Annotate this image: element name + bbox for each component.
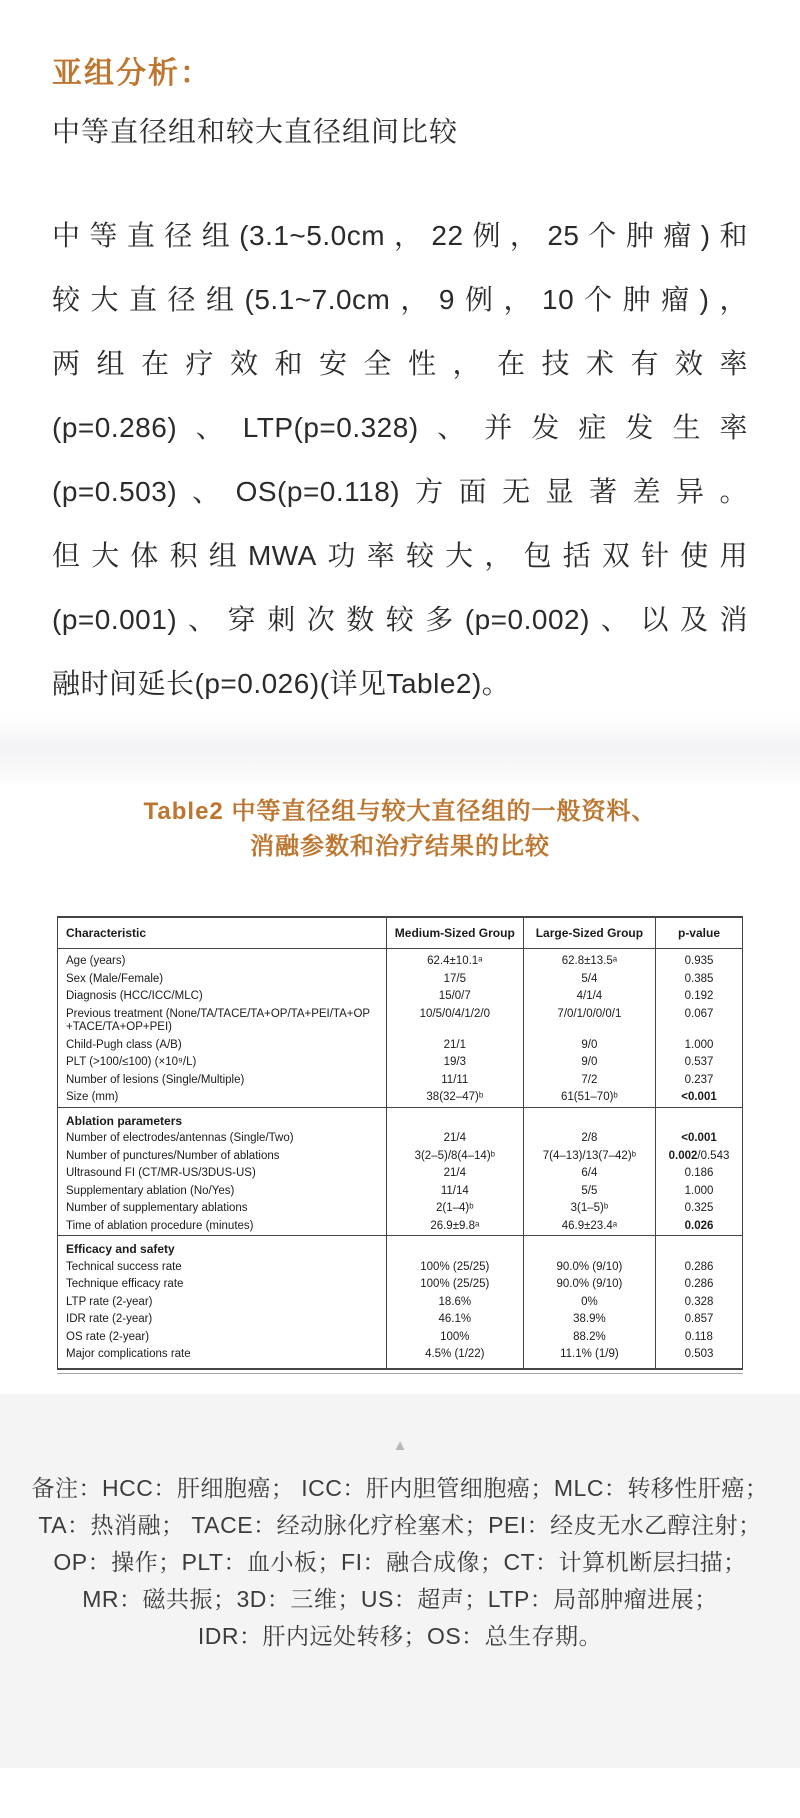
cell-p: 0.328 bbox=[656, 1294, 743, 1312]
cell-large: 2/8 bbox=[523, 1130, 655, 1148]
paragraph-line: (p=0.503)、OS(p=0.118)方面无显著差异。 bbox=[52, 476, 748, 507]
footnote-line: TA：热消融； TACE：经动脉化疗栓塞术；PEI：经皮无水乙醇注射； bbox=[38, 1511, 762, 1538]
cell-medium: 11/11 bbox=[386, 1072, 523, 1090]
cell-characteristic: Number of punctures/Number of ablations bbox=[66, 1149, 280, 1162]
table-row bbox=[58, 1072, 743, 1090]
table-row bbox=[58, 1183, 743, 1201]
cell-medium: 100% bbox=[386, 1329, 523, 1347]
table-wrap bbox=[57, 916, 743, 1374]
cell-p: 0.118 bbox=[656, 1329, 743, 1347]
table-header-row bbox=[58, 917, 743, 949]
paragraph-line: (p=0.286)、LTP(p=0.328)、并发症发生率 bbox=[52, 412, 748, 443]
cell-characteristic: LTP rate (2-year) bbox=[66, 1295, 153, 1308]
cell-characteristic: Number of lesions (Single/Multiple) bbox=[66, 1073, 245, 1086]
cell-large: 6/4 bbox=[523, 1165, 655, 1183]
cell-medium: 18.6% bbox=[386, 1294, 523, 1312]
cell-characteristic: Number of supplementary ablations bbox=[66, 1202, 248, 1214]
table-title-line-2: 消融参数和治疗结果的比较 bbox=[250, 833, 550, 860]
cell-large: 7(4–13)/13(7–42)ᵇ bbox=[523, 1148, 655, 1166]
bottom-bar bbox=[0, 1768, 800, 1818]
cell-medium: 2(1–4)ᵇ bbox=[386, 1200, 523, 1218]
cell-medium: 19/3 bbox=[386, 1054, 523, 1072]
cell-characteristic: OS rate (2-year) bbox=[66, 1330, 150, 1343]
section-divider bbox=[0, 716, 800, 784]
cell-medium: 21/4 bbox=[386, 1165, 523, 1183]
cell-p: 0.002/0.543 bbox=[656, 1148, 743, 1166]
paragraph-line: 融时间延长(p=0.026)(详见Table2)。 bbox=[52, 668, 511, 699]
cell-characteristic: Number of electrodes/antennas (Single/Two) bbox=[66, 1132, 294, 1144]
cell-large: 90.0% (9/10) bbox=[523, 1259, 655, 1277]
cell-characteristic: Size (mm) bbox=[66, 1091, 119, 1103]
cell-characteristic: IDR rate (2-year) bbox=[66, 1313, 153, 1325]
table-row bbox=[58, 949, 743, 971]
cell-p: <0.001 bbox=[656, 1089, 743, 1107]
paragraph-line: 中等直径组(3.1~5.0cm，22例，25个肿瘤)和 bbox=[52, 220, 748, 251]
cell-p: 0.857 bbox=[656, 1311, 743, 1329]
paragraph-line: 较大直径组(5.1~7.0cm，9例，10个肿瘤)， bbox=[52, 284, 748, 315]
paragraph-line: (p=0.001)、穿刺次数较多(p=0.002)、以及消 bbox=[52, 604, 748, 635]
cell-characteristic: Sex (Male/Female) bbox=[66, 972, 164, 985]
cell-p: 0.286 bbox=[656, 1276, 743, 1294]
paragraph-line: 但大体积组MWA功率较大，包括双针使用 bbox=[52, 540, 748, 571]
footer-section bbox=[0, 1394, 800, 1818]
cell-medium: 62.4±10.1ᵃ bbox=[386, 949, 523, 971]
cell-p: 0.186 bbox=[656, 1165, 743, 1183]
table-row bbox=[58, 1294, 743, 1312]
footnote-line: OP：操作；PLT：血小板；FI：融合成像；CT：计算机断层扫描； bbox=[53, 1548, 747, 1575]
cell-p: 0.192 bbox=[656, 988, 743, 1006]
cell-large: 38.9% bbox=[523, 1311, 655, 1329]
table-row bbox=[58, 1200, 743, 1218]
cell-large: 4/1/4 bbox=[523, 988, 655, 1006]
cell-p: 0.237 bbox=[656, 1072, 743, 1090]
footnotes bbox=[0, 1470, 800, 1655]
footnote-line: IDR：肝内远处转移；OS：总生存期。 bbox=[197, 1622, 603, 1649]
footnote-line: MR：磁共振；3D：三维；US：超声；LTP：局部肿瘤进展； bbox=[82, 1585, 718, 1612]
cell-large: 7/2 bbox=[523, 1072, 655, 1090]
table-row bbox=[58, 1037, 743, 1055]
cell-characteristic: PLT (>100/≤100) (×10⁹/L) bbox=[66, 1056, 197, 1068]
table-title-line-1: Table2 中等直径组与较大直径组的一般资料、 bbox=[143, 798, 657, 825]
cell-medium: 10/5/0/4/1/2/0 bbox=[386, 1006, 523, 1037]
cell-medium: 17/5 bbox=[386, 971, 523, 989]
cell-medium: 100% (25/25) bbox=[386, 1276, 523, 1294]
cell-characteristic: Child-Pugh class (A/B) bbox=[66, 1038, 182, 1051]
column-header-large-group: Large-Sized Group bbox=[523, 917, 655, 949]
cell-medium: 100% (25/25) bbox=[386, 1259, 523, 1277]
cell-p bbox=[656, 1107, 743, 1130]
table-section-header-row bbox=[58, 1236, 743, 1259]
cell-p: <0.001 bbox=[656, 1130, 743, 1148]
article-section bbox=[0, 0, 800, 716]
table-body bbox=[58, 949, 743, 1369]
cell-medium: 4.5% (1/22) bbox=[386, 1346, 523, 1369]
cell-p: 0.503 bbox=[656, 1346, 743, 1369]
table-row bbox=[58, 1148, 743, 1166]
cell-characteristic: Diagnosis (HCC/ICC/MLC) bbox=[66, 990, 203, 1002]
cell-medium bbox=[386, 1107, 523, 1130]
cell-characteristic: Supplementary ablation (No/Yes) bbox=[66, 1184, 235, 1197]
table-row bbox=[58, 1346, 743, 1369]
cell-characteristic: Technical success rate bbox=[66, 1260, 182, 1273]
scroll-top-icon[interactable]: ▲ bbox=[380, 1438, 420, 1454]
cell-p: 0.067 bbox=[656, 1006, 743, 1037]
paragraph bbox=[52, 204, 748, 716]
cell-p: 0.537 bbox=[656, 1054, 743, 1072]
cell-characteristic: Previous treatment (None/TA/TACE/TA+OP/TA+PEI/TA+OP +TACE/TA+OP+PEI) bbox=[66, 1007, 370, 1033]
cell-large: 9/0 bbox=[523, 1037, 655, 1055]
column-header-medium-group: Medium-Sized Group bbox=[386, 917, 523, 949]
table-row bbox=[58, 1089, 743, 1107]
cell-large: 46.9±23.4ᵃ bbox=[523, 1218, 655, 1236]
footnote-line: 备注：HCC：肝细胞癌； ICC：肝内胆管细胞癌；MLC：转移性肝癌； bbox=[31, 1474, 769, 1501]
table-row bbox=[58, 1054, 743, 1072]
cell-large: 11.1% (1/9) bbox=[523, 1346, 655, 1369]
cell-characteristic: Time of ablation procedure (minutes) bbox=[66, 1219, 254, 1232]
cell-large: 5/4 bbox=[523, 971, 655, 989]
table-row bbox=[58, 1329, 743, 1347]
table-underline bbox=[57, 1373, 743, 1374]
cell-medium: 21/1 bbox=[386, 1037, 523, 1055]
sub-heading: 中等直径组和较大直径组间比较 bbox=[52, 116, 459, 147]
table-row bbox=[58, 1006, 743, 1037]
table-row bbox=[58, 1130, 743, 1148]
cell-large: 88.2% bbox=[523, 1329, 655, 1347]
cell-p: 0.325 bbox=[656, 1200, 743, 1218]
cell-p: 1.000 bbox=[656, 1183, 743, 1201]
data-table bbox=[57, 916, 743, 1370]
cell-characteristic: Technique efficacy rate bbox=[66, 1278, 184, 1290]
table-row bbox=[58, 1311, 743, 1329]
cell-large: 0% bbox=[523, 1294, 655, 1312]
table-title bbox=[0, 794, 800, 864]
cell-p: 0.935 bbox=[656, 949, 743, 971]
cell-characteristic: Ultrasound FI (CT/MR-US/3DUS-US) bbox=[66, 1167, 256, 1179]
cell-p bbox=[656, 1236, 743, 1259]
p-value-bold-part: 0.002 bbox=[668, 1149, 698, 1162]
cell-p: 0.385 bbox=[656, 971, 743, 989]
section-header-label: Ablation parameters bbox=[58, 1107, 387, 1130]
cell-medium: 11/14 bbox=[386, 1183, 523, 1201]
cell-p: 0.026 bbox=[656, 1218, 743, 1236]
table-row bbox=[58, 1218, 743, 1236]
table-row bbox=[58, 988, 743, 1006]
cell-medium: 26.9±9.8ᵃ bbox=[386, 1218, 523, 1236]
cell-large: 5/5 bbox=[523, 1183, 655, 1201]
cell-large: 3(1–5)ᵇ bbox=[523, 1200, 655, 1218]
cell-large: 9/0 bbox=[523, 1054, 655, 1072]
table-row bbox=[58, 1276, 743, 1294]
cell-characteristic: Major complications rate bbox=[66, 1348, 191, 1360]
section-heading: 亚组分析： bbox=[52, 57, 212, 90]
table-row bbox=[58, 971, 743, 989]
cell-large: 61(51–70)ᵇ bbox=[523, 1089, 655, 1107]
cell-medium: 38(32–47)ᵇ bbox=[386, 1089, 523, 1107]
cell-medium: 3(2–5)/8(4–14)ᵇ bbox=[386, 1148, 523, 1166]
column-header-characteristic: Characteristic bbox=[58, 917, 387, 949]
section-header-label: Efficacy and safety bbox=[58, 1236, 387, 1259]
cell-medium: 46.1% bbox=[386, 1311, 523, 1329]
table-card bbox=[0, 784, 800, 1394]
column-header-p-value: p-value bbox=[656, 917, 743, 949]
cell-large: 7/0/1/0/0/0/1 bbox=[523, 1006, 655, 1037]
table-row bbox=[58, 1165, 743, 1183]
paragraph-line: 两组在疗效和安全性，在技术有效率 bbox=[52, 348, 748, 379]
cell-p: 0.286 bbox=[656, 1259, 743, 1277]
table-section-header-row bbox=[58, 1107, 743, 1130]
cell-large: 62.8±13.5ᵃ bbox=[523, 949, 655, 971]
cell-p: 1.000 bbox=[656, 1037, 743, 1055]
table-row bbox=[58, 1259, 743, 1277]
cell-large: 90.0% (9/10) bbox=[523, 1276, 655, 1294]
cell-large bbox=[523, 1107, 655, 1130]
cell-medium bbox=[386, 1236, 523, 1259]
cell-medium: 15/0/7 bbox=[386, 988, 523, 1006]
cell-medium: 21/4 bbox=[386, 1130, 523, 1148]
cell-large bbox=[523, 1236, 655, 1259]
cell-characteristic: Age (years) bbox=[66, 955, 126, 967]
